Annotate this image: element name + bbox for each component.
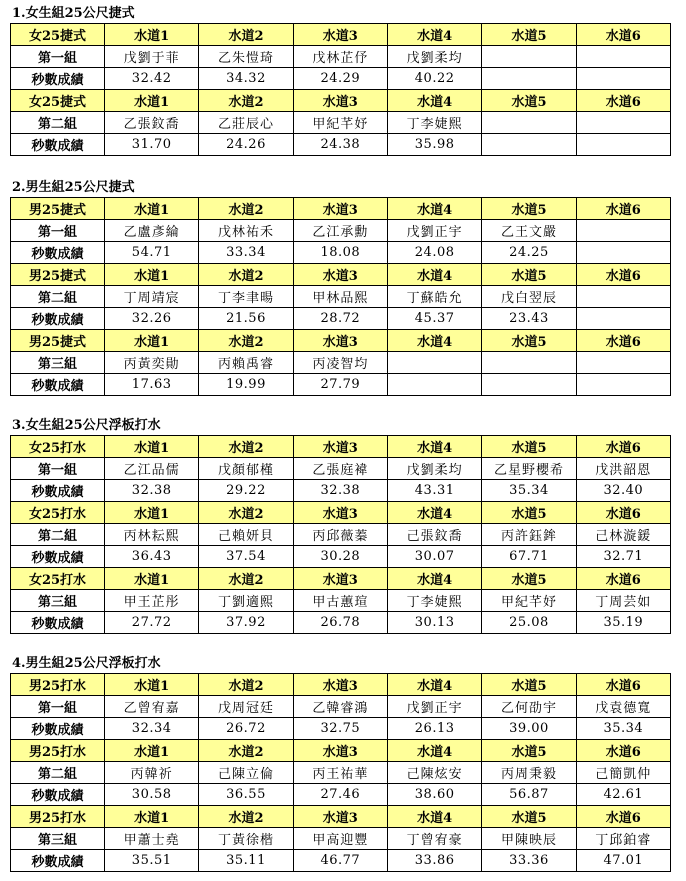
- lane-6-header: 水道6: [576, 740, 670, 762]
- group-label: 第一組: [11, 458, 105, 480]
- lane-1-header: 水道1: [105, 740, 199, 762]
- lane-3-header: 水道3: [293, 502, 387, 524]
- name-row: [11, 696, 671, 718]
- swimmer-name: 丁周靖宸: [105, 286, 199, 308]
- swim-time: 39.00: [482, 718, 576, 740]
- swim-time: 26.72: [199, 718, 293, 740]
- swimmer-name: 戊劉柔均: [387, 458, 481, 480]
- swim-time: 32.42: [105, 68, 199, 90]
- swim-time: 42.61: [576, 784, 670, 806]
- swimmer-name: [482, 352, 576, 374]
- group-label: 第二組: [11, 524, 105, 546]
- group-label: 第一組: [11, 696, 105, 718]
- swimmer-name: [576, 352, 670, 374]
- time-label: 秒數成績: [11, 850, 105, 872]
- event-label: 男25打水: [11, 674, 105, 696]
- time-label: 秒數成績: [11, 612, 105, 634]
- swimmer-name: [482, 112, 576, 134]
- lane-6-header: 水道6: [576, 674, 670, 696]
- swimmer-name: 甲林品熙: [293, 286, 387, 308]
- swimmer-name: 乙王文嚴: [482, 220, 576, 242]
- section-girls-25m-freestyle: [10, 4, 670, 156]
- swim-time: 26.13: [387, 718, 481, 740]
- time-row: [11, 850, 671, 872]
- swimmer-name: 己林漩鍰: [576, 524, 670, 546]
- lane-6-header: 水道6: [576, 330, 670, 352]
- time-row: [11, 308, 671, 330]
- event-label: 女25打水: [11, 568, 105, 590]
- name-row: [11, 524, 671, 546]
- swimmer-name: [387, 352, 481, 374]
- group-label: 第二組: [11, 286, 105, 308]
- event-label: 男25打水: [11, 806, 105, 828]
- swimmer-name: 乙曾宥嘉: [105, 696, 199, 718]
- swimmer-name: 甲王芷彤: [105, 590, 199, 612]
- swim-time: 30.58: [105, 784, 199, 806]
- swimmer-name: 丁黃徐楷: [199, 828, 293, 850]
- lane-1-header: 水道1: [105, 264, 199, 286]
- swim-time: 25.08: [482, 612, 576, 634]
- swim-time: 31.70: [105, 134, 199, 156]
- swim-time: 37.54: [199, 546, 293, 568]
- swim-time: 33.34: [199, 242, 293, 264]
- header-row: [11, 806, 671, 828]
- swim-time: 45.37: [387, 308, 481, 330]
- lane-3-header: 水道3: [293, 806, 387, 828]
- section-girls-25m-kickboard: [10, 416, 670, 634]
- time-label: 秒數成績: [11, 546, 105, 568]
- swimmer-name: 乙盧彥綸: [105, 220, 199, 242]
- lane-6-header: 水道6: [576, 436, 670, 458]
- name-row: [11, 590, 671, 612]
- swimmer-name: 丙黃奕勛: [105, 352, 199, 374]
- lane-5-header: 水道5: [482, 90, 576, 112]
- swim-time: [576, 134, 670, 156]
- swim-time: 30.07: [387, 546, 481, 568]
- name-row: [11, 112, 671, 134]
- swim-time: 32.71: [576, 546, 670, 568]
- time-row: [11, 374, 671, 396]
- section-title: 3.女生組25公尺浮板打水: [12, 418, 161, 433]
- swimmer-name: 丙韓祈: [105, 762, 199, 784]
- lane-6-header: 水道6: [576, 806, 670, 828]
- swimmer-name: 甲高迎豐: [293, 828, 387, 850]
- time-label: 秒數成績: [11, 784, 105, 806]
- swimmer-name: 戊劉柔均: [387, 46, 481, 68]
- swimmer-name: [576, 220, 670, 242]
- swimmer-name: 甲紀芊妤: [293, 112, 387, 134]
- swimmer-name: 戊林祐禾: [199, 220, 293, 242]
- swim-time: 47.01: [576, 850, 670, 872]
- swim-time: 32.38: [293, 480, 387, 502]
- section-boys-25m-kickboard: [10, 654, 670, 872]
- swim-time: 54.71: [105, 242, 199, 264]
- lane-2-header: 水道2: [199, 24, 293, 46]
- swim-time: 18.08: [293, 242, 387, 264]
- time-row: [11, 546, 671, 568]
- swimmer-name: 丁曾宥豪: [387, 828, 481, 850]
- lane-2-header: 水道2: [199, 264, 293, 286]
- results-table: [10, 197, 671, 396]
- swim-time: 24.26: [199, 134, 293, 156]
- lane-6-header: 水道6: [576, 24, 670, 46]
- swim-time: 35.11: [199, 850, 293, 872]
- section-title: 4.男生組25公尺浮板打水: [12, 656, 161, 671]
- event-label: 男25捷式: [11, 198, 105, 220]
- time-label: 秒數成績: [11, 374, 105, 396]
- results-table: [10, 23, 671, 156]
- time-row: [11, 242, 671, 264]
- swimmer-name: 丙林耘熙: [105, 524, 199, 546]
- lane-5-header: 水道5: [482, 806, 576, 828]
- group-label: 第三組: [11, 352, 105, 374]
- lane-4-header: 水道4: [387, 436, 481, 458]
- lane-5-header: 水道5: [482, 264, 576, 286]
- lane-1-header: 水道1: [105, 24, 199, 46]
- swim-time: 32.26: [105, 308, 199, 330]
- event-label: 女25打水: [11, 436, 105, 458]
- time-row: [11, 134, 671, 156]
- time-label: 秒數成績: [11, 68, 105, 90]
- swimmer-name: 丙邱薇蓁: [293, 524, 387, 546]
- swimmer-name: 戊周冠廷: [199, 696, 293, 718]
- swim-time: 17.63: [105, 374, 199, 396]
- time-row: [11, 784, 671, 806]
- swim-time: 37.92: [199, 612, 293, 634]
- swim-time: 56.87: [482, 784, 576, 806]
- time-row: [11, 612, 671, 634]
- swim-time: 35.34: [576, 718, 670, 740]
- lane-4-header: 水道4: [387, 740, 481, 762]
- event-label: 男25打水: [11, 740, 105, 762]
- swimmer-name: 丙賴禹睿: [199, 352, 293, 374]
- swim-time: [482, 374, 576, 396]
- lane-4-header: 水道4: [387, 502, 481, 524]
- swimmer-name: 戊劉正宇: [387, 220, 481, 242]
- name-row: [11, 762, 671, 784]
- time-row: [11, 68, 671, 90]
- section-boys-25m-freestyle: [10, 178, 670, 396]
- swimmer-name: 甲陳映辰: [482, 828, 576, 850]
- swimmer-name: 丁劉適熙: [199, 590, 293, 612]
- swimmer-name: [576, 112, 670, 134]
- swim-time: 32.38: [105, 480, 199, 502]
- group-label: 第二組: [11, 762, 105, 784]
- event-label: 女25捷式: [11, 24, 105, 46]
- header-row: [11, 568, 671, 590]
- lane-5-header: 水道5: [482, 330, 576, 352]
- name-row: [11, 220, 671, 242]
- lane-4-header: 水道4: [387, 90, 481, 112]
- swimmer-name: 丙許鈺鉾: [482, 524, 576, 546]
- swim-time: 24.25: [482, 242, 576, 264]
- swimmer-name: 戊袁德寬: [576, 696, 670, 718]
- swim-time: 26.78: [293, 612, 387, 634]
- lane-6-header: 水道6: [576, 198, 670, 220]
- swim-time: 38.60: [387, 784, 481, 806]
- swim-time: 40.22: [387, 68, 481, 90]
- swimmer-name: 甲古蕙瑄: [293, 590, 387, 612]
- swim-time: [482, 68, 576, 90]
- lane-5-header: 水道5: [482, 740, 576, 762]
- header-row: [11, 502, 671, 524]
- lane-4-header: 水道4: [387, 330, 481, 352]
- lane-1-header: 水道1: [105, 436, 199, 458]
- group-label: 第三組: [11, 828, 105, 850]
- lane-6-header: 水道6: [576, 568, 670, 590]
- lane-3-header: 水道3: [293, 436, 387, 458]
- name-row: [11, 46, 671, 68]
- lane-1-header: 水道1: [105, 502, 199, 524]
- swim-time: 36.43: [105, 546, 199, 568]
- swimmer-name: 戊洪韶恩: [576, 458, 670, 480]
- lane-1-header: 水道1: [105, 198, 199, 220]
- name-row: [11, 286, 671, 308]
- swimmer-name: [482, 46, 576, 68]
- swim-time: 24.29: [293, 68, 387, 90]
- section-title: 2.男生組25公尺捷式: [12, 180, 135, 195]
- results-table: [10, 673, 671, 872]
- lane-2-header: 水道2: [199, 568, 293, 590]
- swim-time: 24.08: [387, 242, 481, 264]
- swim-time: 19.99: [199, 374, 293, 396]
- swim-time: [576, 308, 670, 330]
- name-row: [11, 828, 671, 850]
- time-label: 秒數成績: [11, 480, 105, 502]
- swim-time: 32.40: [576, 480, 670, 502]
- swimmer-name: 己陳立倫: [199, 762, 293, 784]
- lane-5-header: 水道5: [482, 436, 576, 458]
- swimmer-name: 乙朱愷琦: [199, 46, 293, 68]
- swimmer-name: 丁蘇皓允: [387, 286, 481, 308]
- lane-4-header: 水道4: [387, 568, 481, 590]
- swim-time: 33.86: [387, 850, 481, 872]
- header-row: [11, 264, 671, 286]
- swim-time: [576, 242, 670, 264]
- swim-time: 34.32: [199, 68, 293, 90]
- swimmer-name: 己簡凱仲: [576, 762, 670, 784]
- swim-time: 29.22: [199, 480, 293, 502]
- header-row: [11, 740, 671, 762]
- swimmer-name: 乙韓睿鴻: [293, 696, 387, 718]
- swim-time: 27.79: [293, 374, 387, 396]
- lane-3-header: 水道3: [293, 24, 387, 46]
- swimmer-name: 己陳炫安: [387, 762, 481, 784]
- swimmer-name: 乙莊辰心: [199, 112, 293, 134]
- lane-1-header: 水道1: [105, 90, 199, 112]
- swim-time: [387, 374, 481, 396]
- lane-5-header: 水道5: [482, 674, 576, 696]
- swim-time: 35.98: [387, 134, 481, 156]
- lane-1-header: 水道1: [105, 568, 199, 590]
- lane-2-header: 水道2: [199, 806, 293, 828]
- lane-3-header: 水道3: [293, 568, 387, 590]
- swimmer-name: [576, 46, 670, 68]
- swim-time: 24.38: [293, 134, 387, 156]
- time-label: 秒數成績: [11, 134, 105, 156]
- swimmer-name: 丁李聿暘: [199, 286, 293, 308]
- lane-1-header: 水道1: [105, 806, 199, 828]
- swimmer-name: 乙張庭褘: [293, 458, 387, 480]
- name-row: [11, 352, 671, 374]
- lane-4-header: 水道4: [387, 806, 481, 828]
- group-label: 第二組: [11, 112, 105, 134]
- swim-time: 23.43: [482, 308, 576, 330]
- time-row: [11, 480, 671, 502]
- swim-time: 35.19: [576, 612, 670, 634]
- swimmer-name: 甲蕭士堯: [105, 828, 199, 850]
- lane-6-header: 水道6: [576, 264, 670, 286]
- swimmer-name: 甲紀芊妤: [482, 590, 576, 612]
- event-label: 男25捷式: [11, 330, 105, 352]
- lane-2-header: 水道2: [199, 674, 293, 696]
- swimmer-name: 己張鈫喬: [387, 524, 481, 546]
- header-row: [11, 330, 671, 352]
- group-label: 第一組: [11, 46, 105, 68]
- swimmer-name: 戊白翌辰: [482, 286, 576, 308]
- swim-time: 32.75: [293, 718, 387, 740]
- swim-time: [576, 68, 670, 90]
- header-row: [11, 198, 671, 220]
- lane-2-header: 水道2: [199, 90, 293, 112]
- lane-4-header: 水道4: [387, 24, 481, 46]
- swimmer-name: 乙星野櫻希: [482, 458, 576, 480]
- lane-1-header: 水道1: [105, 330, 199, 352]
- swimmer-name: 乙張鈫喬: [105, 112, 199, 134]
- swim-time: 30.13: [387, 612, 481, 634]
- swim-time: 35.51: [105, 850, 199, 872]
- lane-2-header: 水道2: [199, 436, 293, 458]
- swimmer-name: 戊劉正宇: [387, 696, 481, 718]
- swimmer-name: 己賴妍貝: [199, 524, 293, 546]
- swimmer-name: 乙何劭宇: [482, 696, 576, 718]
- swim-time: 27.72: [105, 612, 199, 634]
- lane-5-header: 水道5: [482, 198, 576, 220]
- lane-6-header: 水道6: [576, 502, 670, 524]
- time-row: [11, 718, 671, 740]
- swimmer-name: 丁李婕熙: [387, 590, 481, 612]
- lane-2-header: 水道2: [199, 330, 293, 352]
- swimmer-name: 戊顏郁槿: [199, 458, 293, 480]
- lane-2-header: 水道2: [199, 198, 293, 220]
- lane-5-header: 水道5: [482, 568, 576, 590]
- event-label: 女25捷式: [11, 90, 105, 112]
- lane-3-header: 水道3: [293, 198, 387, 220]
- event-label: 女25打水: [11, 502, 105, 524]
- swimmer-name: 丁李婕熙: [387, 112, 481, 134]
- name-row: [11, 458, 671, 480]
- lane-4-header: 水道4: [387, 674, 481, 696]
- header-row: [11, 90, 671, 112]
- lane-4-header: 水道4: [387, 198, 481, 220]
- section-title: 1.女生組25公尺捷式: [12, 6, 135, 21]
- swim-time: 67.71: [482, 546, 576, 568]
- lane-1-header: 水道1: [105, 674, 199, 696]
- lane-3-header: 水道3: [293, 90, 387, 112]
- swimmer-name: 丁周芸如: [576, 590, 670, 612]
- lane-5-header: 水道5: [482, 502, 576, 524]
- results-table: [10, 435, 671, 634]
- swim-time: 28.72: [293, 308, 387, 330]
- swimmer-name: 戊劉于菲: [105, 46, 199, 68]
- swim-time: 30.28: [293, 546, 387, 568]
- group-label: 第三組: [11, 590, 105, 612]
- lane-3-header: 水道3: [293, 674, 387, 696]
- swimmer-name: 戊林芷伃: [293, 46, 387, 68]
- lane-2-header: 水道2: [199, 740, 293, 762]
- swimmer-name: 乙江承勳: [293, 220, 387, 242]
- swim-time: [576, 374, 670, 396]
- swim-time: 32.34: [105, 718, 199, 740]
- lane-6-header: 水道6: [576, 90, 670, 112]
- lane-3-header: 水道3: [293, 264, 387, 286]
- swim-time: 35.34: [482, 480, 576, 502]
- swimmer-name: 丙周秉毅: [482, 762, 576, 784]
- time-label: 秒數成績: [11, 718, 105, 740]
- lane-3-header: 水道3: [293, 740, 387, 762]
- group-label: 第一組: [11, 220, 105, 242]
- header-row: [11, 436, 671, 458]
- swim-time: 27.46: [293, 784, 387, 806]
- lane-4-header: 水道4: [387, 264, 481, 286]
- swim-time: 36.55: [199, 784, 293, 806]
- swim-time: 33.36: [482, 850, 576, 872]
- swim-time: [482, 134, 576, 156]
- header-row: [11, 674, 671, 696]
- swimmer-name: 丙凌智均: [293, 352, 387, 374]
- event-label: 男25捷式: [11, 264, 105, 286]
- swimmer-name: 丙王祐華: [293, 762, 387, 784]
- lane-2-header: 水道2: [199, 502, 293, 524]
- swim-time: 46.77: [293, 850, 387, 872]
- header-row: [11, 24, 671, 46]
- lane-3-header: 水道3: [293, 330, 387, 352]
- time-label: 秒數成績: [11, 308, 105, 330]
- lane-5-header: 水道5: [482, 24, 576, 46]
- swimmer-name: 乙江品儒: [105, 458, 199, 480]
- swimmer-name: 丁邱鉑睿: [576, 828, 670, 850]
- swim-time: 21.56: [199, 308, 293, 330]
- time-label: 秒數成績: [11, 242, 105, 264]
- swim-time: 43.31: [387, 480, 481, 502]
- swimmer-name: [576, 286, 670, 308]
